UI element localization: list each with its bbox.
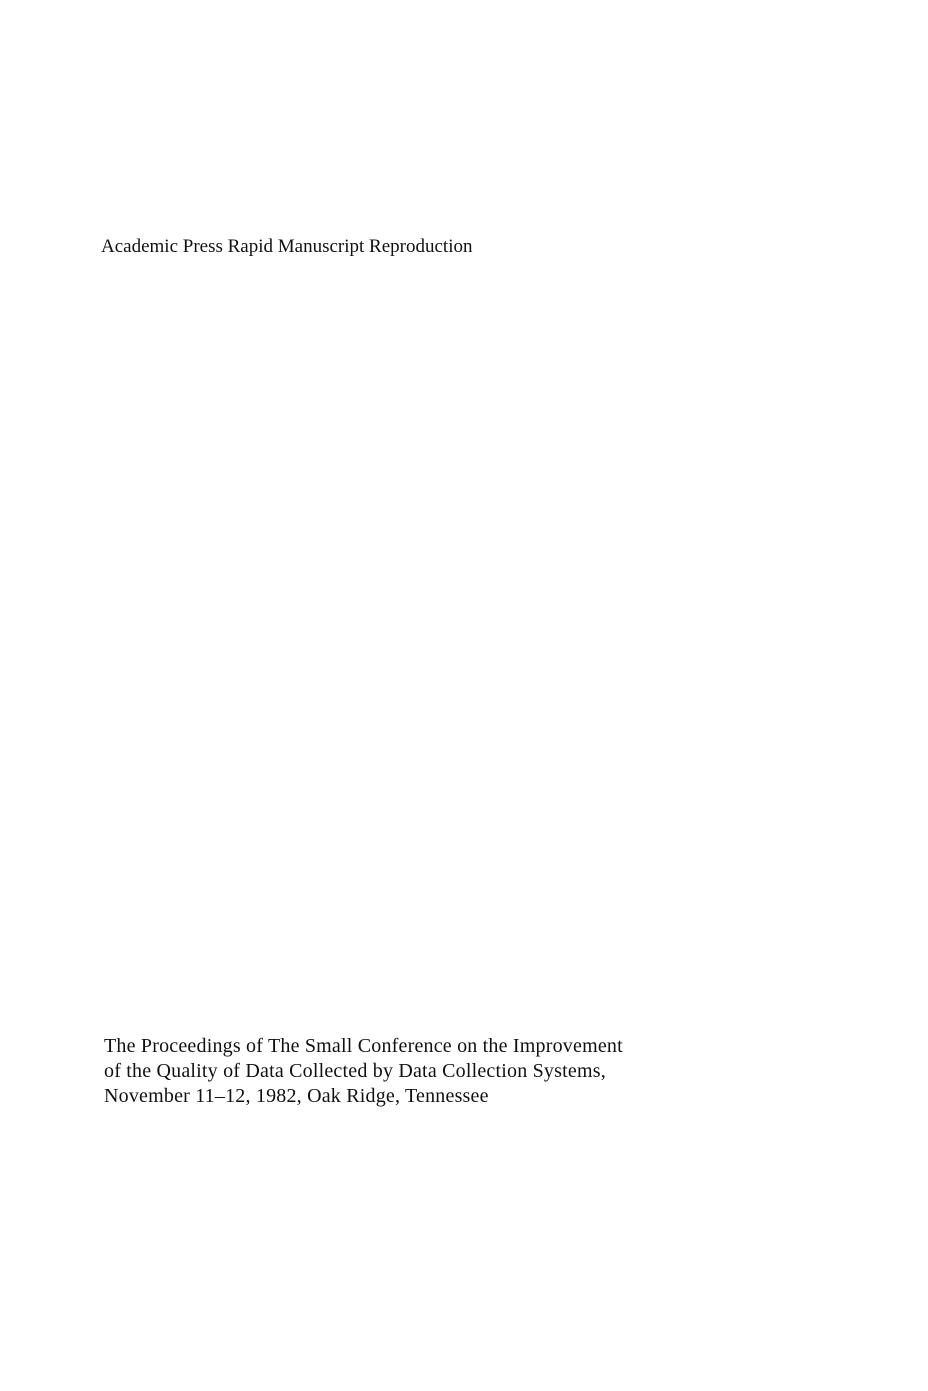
- proceedings-line-1: The Proceedings of The Small Conference on the Improvement: [104, 1035, 623, 1057]
- series-statement: Academic Press Rapid Manuscript Reproduction: [101, 236, 473, 257]
- proceedings-line-2: of the Quality of Data Collected by Data Collection Systems,: [104, 1060, 606, 1082]
- proceedings-statement: [104, 1034, 804, 1109]
- proceedings-line-3: November 11–12, 1982, Oak Ridge, Tennessee: [104, 1085, 489, 1107]
